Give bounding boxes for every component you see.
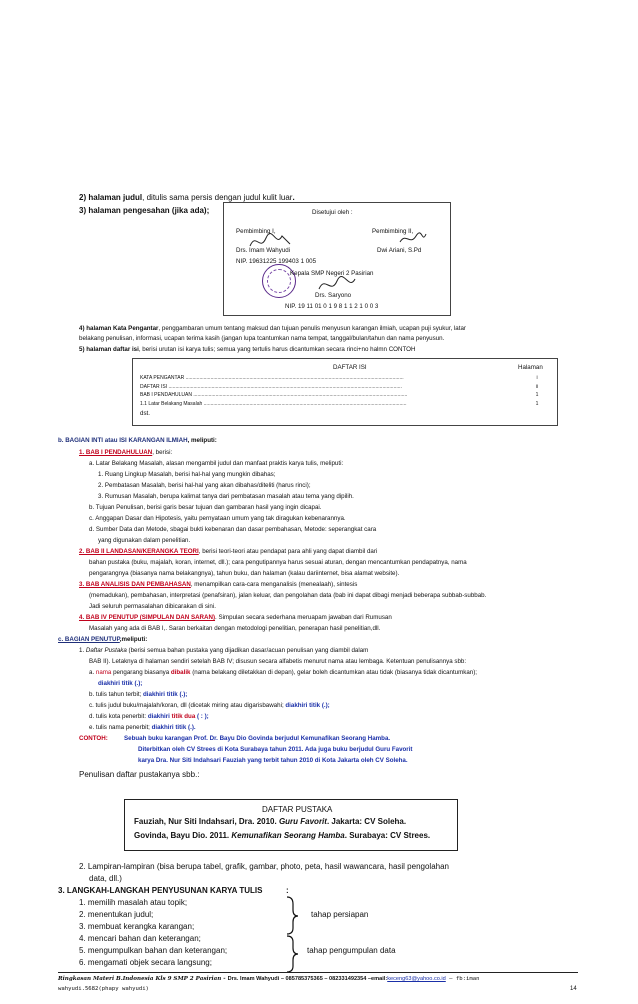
contoh-label: CONTOH:	[79, 735, 108, 742]
pembimbing-1-title: Pembimbing I,	[236, 228, 276, 235]
page-number: 14	[570, 986, 577, 992]
rule-a: a. nama pengarang biasanya dibalik (nama belakang diletakkan di depan), gelar boleh dicantumkan atau tidak (biasanya tidak dicantumkan);	[89, 669, 478, 676]
bab1-a3: 3. Rumusan Masalah, berupa kalimat tanya dari pembatasan masalah atau tema yang dipilih.	[98, 493, 354, 500]
toc-row: 1.1 Latar Belakang Masalah .................................................................................................................................................. 1	[140, 400, 539, 407]
penulisan-label: Penulisan daftar pustakanya sbb.:	[79, 770, 200, 779]
steps-heading: 3. LANGKAH-LANGKAH PENYUSUNAN KARYA TULIS	[58, 886, 263, 895]
step-item: 3. membuat kerangka karangan;	[79, 922, 195, 931]
lampiran-line1: 2. Lampiran-lampiran (bisa berupa tabel, grafik, gambar, photo, peta, hasil wawancara, hasil pengolahan	[79, 862, 449, 871]
toc-row: DAFTAR ISI ........................................................................................................................................................................ ii	[140, 383, 539, 390]
toc-page-header: Halaman	[518, 364, 543, 371]
brace-icon	[284, 894, 300, 974]
section-b-heading: b. BAGIAN INTI atau ISI KARANGAN ILMIAH, meliputi:	[58, 437, 217, 444]
rule-d: d. tulis kota penerbit: diakhiri titik dua ( : );	[89, 713, 209, 720]
bibliography-entry: Fauziah, Nur Siti Indahsari, Dra. 2010. Guru Favorit. Jakarta: CV Soleha.	[134, 817, 407, 826]
daftar-pustaka-intro: 1. Daftar Pustaka (berisi semua bahan pustaka yang dijadikan dasar/acuan penulisan yang diambil dalam	[79, 647, 369, 654]
principal-name: Drs. Saryono	[315, 292, 352, 299]
pembimbing-2-title: Pembimbing II,	[372, 228, 414, 235]
footer-line2: wahyudi.5682(phapy wahyudi)	[58, 986, 149, 992]
step-item: 1. memilih masalah atau topik;	[79, 898, 188, 907]
rule-c: c. tulis judul buku/majalah/koran, dll (dicetak miring atau digarisbawahi; diakhiri titik (.);	[89, 702, 330, 709]
rule-e: e. tulis nama penerbit; diakhiri titik (.).	[89, 724, 196, 731]
daftar-pustaka-line2: BAB II). Letaknya di halaman sendiri setelah BAB IV; disusun secara alfabetis menurut nama atau lembaga. Ketentuan penulisannya sbb:	[89, 658, 467, 665]
email-link[interactable]: keceng63@yahoo.co.id	[387, 976, 446, 982]
rule-a-end: diakhiri titik (.);	[98, 680, 143, 687]
bab3-line2: (memadukan), pembahasan, interpretasi (penafsiran), jalan keluar, dan pengolahan data (bab ini dapat dibagi menjadi beberapa subbab-subbab.	[89, 592, 487, 599]
item-kata-pengantar-line2: belakang penulisan, informasi, ucapan terima kasih (jangan lupa tcantumkan nama tempat, tanggal/bulan/tahun dan nama penyusun.	[79, 335, 445, 342]
footer-line1: Ringkasan Materi B.Indonesia Kls 9 SMP 2 Pasirian - Drs. Imam Wahyudi – 085785375365 – 082331492354 –email:keceng63@yahoo.co.id – fb:iman	[58, 976, 480, 982]
bab1-d-line2: yang digunakan dalam penelitian.	[98, 537, 191, 544]
toc-title: DAFTAR ISI	[333, 364, 367, 371]
bab1-a1: 1. Ruang Lingkup Masalah, berisi hal-hal yang mungkin dibahas;	[98, 471, 276, 478]
toc-row: KATA PENGANTAR ............................................................................................................................................................. i	[140, 375, 538, 381]
item-halaman-judul: 2) halaman judul, ditulis sama persis dengan judul kulit luar.	[79, 193, 295, 202]
toc-rows	[140, 374, 550, 408]
step-item: 4. mencari bahan dan keterangan;	[79, 934, 201, 943]
toc-etc: dst.	[140, 410, 150, 417]
signature-icon	[398, 230, 428, 248]
pembimbing-1-name: Drs. Imam Wahyudi	[236, 247, 291, 254]
steps-colon: :	[286, 886, 289, 895]
step-item: 5. mengumpulkan bahan dan keterangan;	[79, 946, 228, 955]
pembimbing-1-nip: NIP. 19631225 199403 1 005	[236, 258, 317, 265]
item-kata-pengantar: 4) halaman Kata Pengantar, penggambaran umum tentang maksud dan tujuan penulis menyusun karangan ilmiah, ucapan puji syukur, latar	[79, 325, 466, 332]
step-item: 2. menentukan judul;	[79, 910, 154, 919]
bab1-b: b. Tujuan Penulisan, berisi garis besar tujuan dan gambaran hasil yang ingin dicapai.	[89, 504, 322, 511]
contoh-line2: Diterbitkan oleh CV Strees di Kota Surabaya tahun 2011. Ada juga buku berjudul Guru Favorit	[138, 746, 413, 753]
item-halaman-pengesahan: 3) halaman pengesahan (jika ada);	[79, 206, 210, 215]
bab1-d: d. Sumber Data dan Metode, sbagai bukti kebenaran dan dasar pembahasan, Metode: seperangkat cara	[89, 526, 377, 533]
approval-heading: Disetujui oleh :	[312, 209, 353, 216]
step-item: 6. mengamati objek secara langsung;	[79, 958, 212, 967]
principal-title: Kepala SMP Negeri 2 Pasirian	[290, 270, 374, 277]
bibliography-entry: Govinda, Bayu Dio. 2011. Kemunafikan Seorang Hamba. Surabaya: CV Strees.	[134, 831, 431, 840]
bab3-line3: Jadi seluruh permasalahan dibicarakan di sini.	[89, 603, 216, 610]
bab1-c: c. Anggapan Dasar dan Hipotesis, yaitu pernyataan umum yang tak diragukan kebenarannya.	[89, 515, 346, 522]
contoh-line3: karya Dra. Nur Siti Indahsari Fauziah yang terbit tahun 2010 di Kota Jakarta oleh CV Soleha.	[138, 757, 408, 764]
bibliography-title: DAFTAR PUSTAKA	[262, 805, 333, 814]
bab1-heading: 1. BAB I PENDAHULUAN, berisi:	[79, 449, 173, 456]
toc-row: BAB I PENDAHULUAN .......................................................................................................................................................... 1	[140, 392, 539, 398]
lampiran-line2: data, dll.)	[89, 874, 122, 883]
footer-divider	[58, 972, 578, 973]
bab3-heading: 3. BAB ANALISIS DAN PEMBAHASAN, menampilkan cara-cara menganalisis (menealaah), sintesis	[79, 581, 358, 588]
label-tahap-pengumpulan: tahap pengumpulan data	[307, 946, 396, 955]
bab2-line2: bahan pustaka (buku, majalah, koran, internet, dll.); cara pengutipannya harus sesuai aturan, dengan mencantumkan pendapatnya, nama	[89, 559, 467, 566]
item-daftar-isi: 5) halaman daftar isi, berisi urutan isi karya tulis; semua yang tertulis harus dicantumkan secara rinci+no halmn CONTOH	[79, 346, 416, 353]
rule-b: b. tulis tahun terbit; diakhiri titik (.);	[89, 691, 188, 698]
principal-nip: NIP. 19 11 01 0 1 9 8 1 1 2 1 0 0 3	[285, 303, 379, 310]
bab2-line3: pengarangnya (biasanya nama belakangnya), tahun buku, dan halaman (kalau dariinternet, bisa alamat website).	[89, 570, 400, 577]
pembimbing-2-name: Dwi Ariani, S.Pd	[377, 247, 422, 254]
bab4-line2: Masalah yang ada di BAB I,. Saran berkaitan dengan metodologi penelitian, penerapan hasil penelitian,dll.	[89, 625, 381, 632]
bab1-a2: 2. Pembatasan Masalah, berisi hal-hal yang akan dibahas/diteliti (harus rinci);	[98, 482, 311, 489]
label-tahap-persiapan: tahap persiapan	[311, 910, 369, 919]
section-c-heading: c. BAGIAN PENUTUP,meliputi:	[58, 636, 148, 643]
bab4-heading: 4. BAB IV PENUTUP (SIMPULAN DAN SARAN). Simpulan secara sederhana meruapam jawaban dari Rumusan	[79, 614, 392, 621]
bab2-heading: 2. BAB II LANDASAN/KERANGKA TEORI, berisi teori-teori atau pendapat para ahli yang dapat diambil dari	[79, 548, 378, 555]
contoh-line1: Sebuah buku karangan Prof. Dr. Bayu Dio Govinda berjudul Kemunafikan Seorang Hamba.	[124, 735, 391, 742]
bab1-a: a. Latar Belakang Masalah, alasan mengambil judul dan manfaat praktis karya tulis, meliputi:	[89, 460, 344, 467]
